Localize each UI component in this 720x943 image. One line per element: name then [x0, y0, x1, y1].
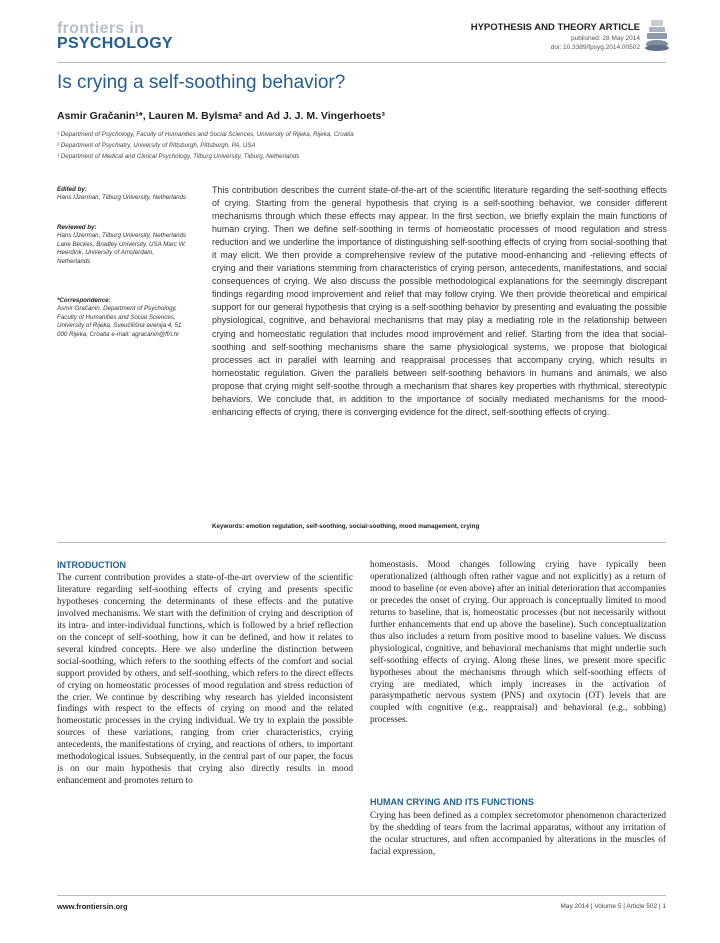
website-link[interactable]: www.frontiersin.org: [57, 902, 128, 911]
edited-by-heading: Edited by:: [57, 186, 87, 193]
edited-by-text: Hans IJzerman, Tilburg University, Netherlands: [57, 194, 187, 202]
abstract-rule: [57, 542, 666, 543]
correspondence-heading: *Correspondence:: [57, 297, 111, 304]
correspondence-text: Asmir Gračanin, Department of Psychology, Faculty of Humanities and Social Sciences, University of Rijeka, Sveučilišna avenija 4, 51 000 Rijeka, Croatia e-mail: agracanin@ffri.hr: [57, 305, 182, 338]
abstract: This contribution describes the current state-of-the-art of the scientific literature regarding the self-soothing effects of crying. Starting from the general hypothesis that crying is a self-soothing behavior, we consider different mechanisms through which these effects may appear. In the first section, we briefly explain the main functions of human crying. Then we define self-soothing in terms of homeostatic processes of mood regulation and stress reduction and we underline the importance of distinguishing self-soothing effects of crying from social-soothing that it may elicit. We then provide a comprehensive review of the putative mood-enhancing and -relieving effects of crying and their variations stemming from characteristics of crying person, antecedents, manifestations, and social consequences of crying. We also discuss the possible methodological explanations for the seemingly discrepant findings regarding mood improvement and relief that may follow crying. We then provide theoretical and empirical support for our general hypothesis that crying is a self-soothing behavior by presenting and evaluating the possible physiological, cognitive, and behavioral mechanisms that may play a mediating role in the relationship between crying and homeostatic regulation that includes mood improvement and relief. Starting from the idea that social-soothing and self-soothing mechanisms share the same physiological systems, we propose that biological processes act in parallel with learning and reappraisal processes that accompany crying, which results in homeostatic regulation. Given the parallels between self-soothing behaviors in humans and animals, we also propose that crying might self-soothe through a mechanism that shares key properties with rhythmical, stereotypic behaviors. We conclude that, in addition to the importance of socially mediated mechanisms for the mood-enhancing effects of crying, there is converging evidence for the direct, self-soothing effects of crying.: [212, 185, 667, 417]
keywords: [212, 523, 479, 531]
reviewed-by-text: Hans IJzerman, Tilburg University, Netherlands Lane Beckes, Bradley University, USA Marc W. Heerdink, University of Amsterdam, Netherlands: [57, 232, 187, 265]
affiliation-3: ³ Department of Medical and Clinical Psychology, Tilburg University, Tilburg, Netherlands: [57, 153, 300, 160]
reviewed-by-heading: Reviewed by:: [57, 224, 97, 231]
correspondence: [57, 297, 187, 339]
journal-logo-line2: PSYCHOLOGY: [57, 35, 173, 52]
human-crying-text: Crying has been defined as a complex secretomotor phenomenon characterized by the shedding of tears from the lacrimal apparatus, without any irritation of the ocular structures, and often accompanied by alterations in the muscles of facial expression,: [370, 811, 666, 857]
frontiers-emblem-icon: [644, 18, 670, 52]
keywords-text: emotion regulation, self-soothing, social-soothing, mood management, crying: [245, 523, 480, 530]
journal-logo-line1: frontiers in: [57, 20, 145, 37]
edited-by: [57, 186, 187, 203]
header-rule: [57, 62, 666, 63]
keywords-label: Keywords:: [212, 523, 245, 530]
article-title: Is crying a self-soothing behavior?: [57, 72, 346, 93]
section-heading-human-crying: HUMAN CRYING AND ITS FUNCTIONS: [370, 797, 534, 807]
section-heading-introduction: INTRODUCTION: [57, 560, 126, 570]
doi[interactable]: doi: 10.3389/fpsyg.2014.00502: [550, 44, 640, 51]
published-date: published: 28 May 2014: [570, 35, 640, 42]
article-type: HYPOTHESIS AND THEORY ARTICLE: [470, 22, 640, 33]
right-column-text: homeostasis. Mood changes following crying have typically been operationalized (although often rather vague and not explicitly) as a return of mood to baseline (or even above) after an initial deterioration that accompanies or precedes the onset of crying. Our approach is conceptually limited to mood returns to baseline, that is, homeostatic processes (but not necessarily without further enhancements that end up above the baseline). Such conceptualization thus also includes a return from positive mood to baseline values. We discuss physiological, cognitive, and behavioral mechanisms that might underlie such self-soothing effects of crying. Along these lines, we present more specific hypotheses about the mechanisms through which self-soothing effects of crying are mediated, which imply increases in the activation of parasympathetic nervous system (PNS) and oxytocin (OT) levels that are coupled with cognitive (e.g., reappraisal) and behavioral (e.g., sobbing) processes.: [370, 560, 666, 726]
introduction-text: The current contribution provides a state-of-the-art overview of the scientific literature regarding self-soothing effects of crying and presents specific hypotheses concerning the determinants of these effects and the putative involved mechanisms. We start with the definition of crying and description of its intra- and inter-individual functions, which is followed by a brief reflection on the concept of self-soothing, how it can be defined, and how it relates to several kindred concepts. Here we also underline the distinction between social-soothing, which refers to the soothing effects of the comfort and social support provided by others, and self-soothing, which refers to the direct effects of crying on homeostatic processes of mood regulation and stress reduction of the crier. We continue by describing why research has yielded inconsistent findings with respect to the effects of crying on mood and the related homeostatic processes in the crying individual. We try to explain the possible sources of these variations, ranging from crier characteristics, crying antecedents, the manifestations of crying, and reactions of others, to important methodological issues. Subsequently, in the central part of our paper, the focus is on our main hypothesis that crying also directly results in mood enhancement and promotes return to: [57, 573, 353, 787]
affiliation-1: ¹ Department of Psychology, Faculty of Humanities and Social Sciences, University of Rijeka, Rijeka, Croatia: [57, 131, 354, 138]
reviewed-by: [57, 224, 187, 266]
affiliation-2: ² Department of Psychiatry, University of Pittsburgh, Pittsburgh, PA, USA: [57, 142, 256, 149]
page-info: May 2014 | Volume 5 | Article 502 | 1: [560, 903, 666, 910]
footer-rule: [57, 895, 666, 896]
author-list: Asmir Gračanin¹*, Lauren M. Bylsma² and Ad J. J. M. Vingerhoets³: [57, 110, 385, 122]
